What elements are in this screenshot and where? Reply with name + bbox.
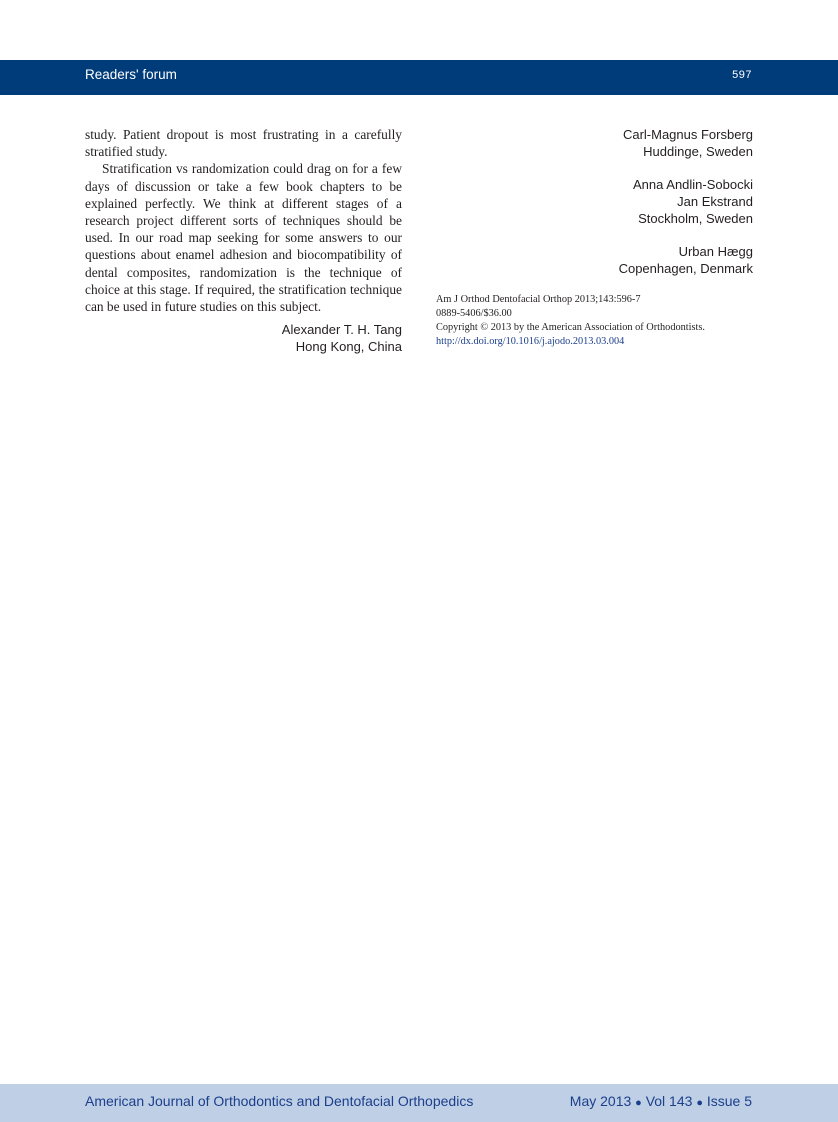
price-code: 0889-5406/$36.00 [436,308,512,319]
volume-number: Vol 143 [645,1093,693,1109]
bullet-separator: ● [696,1097,703,1109]
doi-link[interactable]: http://dx.doi.org/10.1016/j.ajodo.2013.03.004 [436,336,625,347]
author-location: Hong Kong, China [295,339,402,355]
page-number: 597 [732,69,752,81]
citation-block [436,293,753,349]
signature-group [436,176,753,227]
author-name: Carl-Magnus Forsberg [622,127,753,142]
paragraph-continued: study. Patient dropout is most frustrating in a carefully stratified study. [85,127,402,160]
journal-reference: Am J Orthod Dentofacial Orthop 2013;143:596-7 [436,294,641,305]
running-footer [0,1084,838,1122]
bullet-separator: ● [635,1097,642,1109]
signature-group [436,243,753,277]
section-title: Readers' forum [85,67,177,82]
issue-number: Issue 5 [706,1093,752,1109]
author-location: Stockholm, Sweden [638,211,753,226]
left-column [85,126,402,355]
issue-date: May 2013 [569,1093,632,1109]
author-name: Urban Hægg [678,244,753,259]
author-name: Anna Andlin-Sobocki [633,177,753,192]
paragraph-stratification: Stratification vs randomization could drag on for a few days of discussion or take a few book chapters to be explained perfectly. We think at different stages of a research project different sorts of techniques should be used. In our road map seeking for some answers to our questions about enamel adhesion and biocompatibility of dental composites, randomization is the technique of choice at this stage. If required, the stratification technique can be used in future studies on this subject. [85,161,402,315]
author-name: Jan Ekstrand [677,194,753,209]
right-column [436,126,753,349]
author-name: Alexander T. H. Tang [281,322,402,338]
signature-group [436,126,753,160]
author-location: Copenhagen, Denmark [618,261,753,276]
author-location: Huddinge, Sweden [643,144,753,159]
running-header [0,60,838,95]
copyright-notice: Copyright © 2013 by the American Association of Orthodontists. [436,322,705,333]
footer-journal-title: American Journal of Orthodontics and Dentofacial Orthopedics [85,1093,474,1109]
footer-issue-info [570,1093,752,1109]
author-signature [85,321,402,355]
